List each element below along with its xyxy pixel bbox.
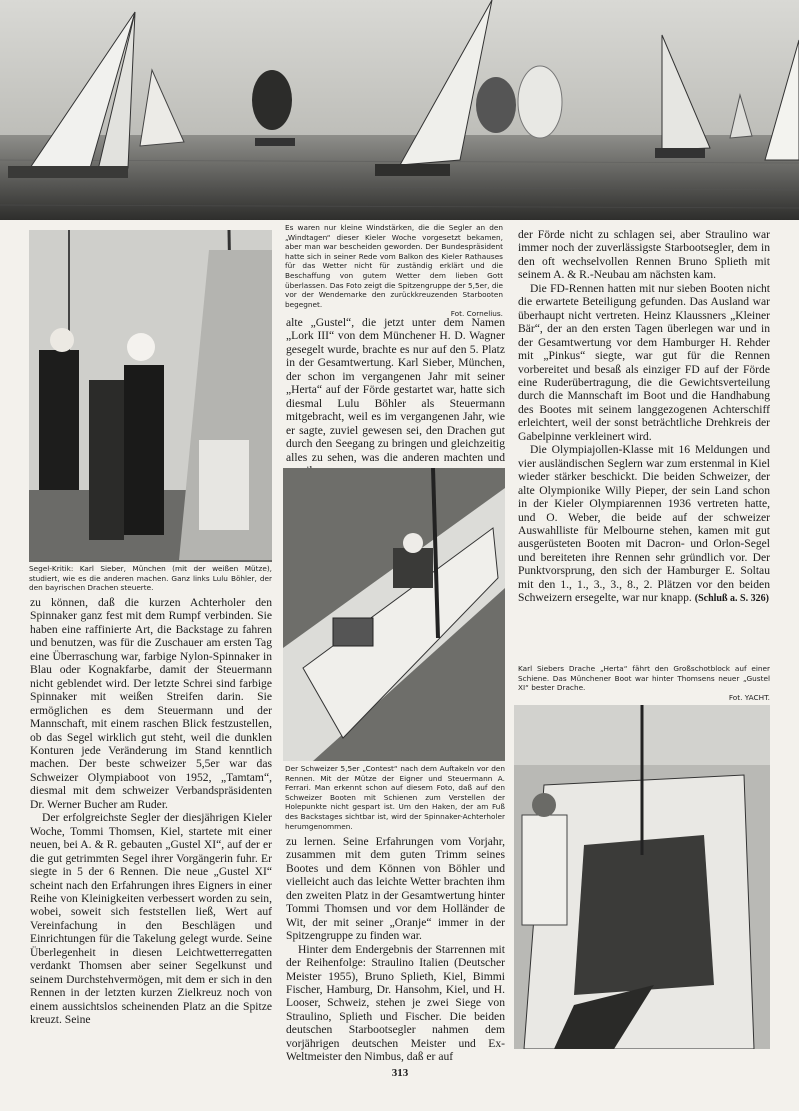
top-photo-caption — [285, 223, 503, 319]
top-caption-text: Es waren nur kleine Windstärken, die die Segler an den „Windtagen“ dieser Kieler Woche vorgesetzt bekamen, aber man war bescheiden geworden. Der Bundespräsident hatte sich in seiner Rede vom Balkon des Kieler Rathauses für das Wetter nicht für zuständig erklärt und die Beschaffung von gutem Wetter dem lieben Gott überlassen. Das Foto zeigt die Spitzengruppe der 5,5er, die vor der Wendemarke den zurückkreuzenden Starbooten begegnet. — [285, 223, 503, 309]
middle-photo-caption: Der Schweizer 5,5er „Contest“ nach dem Auftakeln vor den Rennen. Mit der Mütze der Eigner und Steuermann A. Ferrari. Man erkennt schon auf diesem Foto, daß auf den Schweizer Booten mit Schienen zum Verstellen der Holepunkte nicht gespart ist. Um den Haken, der am Fuß des Backstages sichtbar ist, wird der Spinnaker-Achterholer herumgenommen. — [285, 764, 505, 831]
top-caption-credit: Fot. Cornelius. — [450, 309, 503, 319]
sailors-dock-photo — [29, 230, 272, 562]
left-column-text — [30, 596, 272, 1027]
right-paragraph — [518, 443, 770, 605]
herta-dragon-boat-photo — [514, 705, 770, 1049]
right-caption-credit: Fot. YACHT. — [728, 692, 770, 702]
right-column-text — [518, 228, 770, 606]
regatta-panorama-photo — [0, 0, 799, 220]
left-paragraph: zu können, daß die kurzen Achterholer den Spinnaker ganz fest mit dem Rumpf verbinden. Sie haben eine raffinierte Art, die Backstage zu fahren und benutzen, was für die Zuschauer am ersten Tag eine Überraschung war, farbige Nylon-Spinnaker in Blau oder Kognakfarbe, damit der Steuermann nicht geblendet wird. Der letzte Schrei sind farbige Spinnaker mit weißen Streifen darin. Sie ermöglichen es dem Steuermann und der Mannschaft, mit einem raschen Blick festzustellen, ob das Segel wirklich gut steht, weil die dunklen Konturen jede Veränderung im Stand kenntlich machen. Der beste schweizer 5,5er war das Schweizer Olympiaboot von 1952, „Tamtam“, diesmal mit dem schweizer Verbandspräsidenten Dr. Werner Bucher am Ruder. — [30, 596, 272, 811]
page-number: 313 — [391, 1067, 409, 1079]
right-caption-text: Karl Siebers Drache „Herta“ fährt den Großschotblock auf einer Schiene. Das Münchener Boot war hinter Thomsens neuer „Gustel XI“ bester Drache. — [518, 664, 770, 693]
middle-paragraph: zu lernen. Seine Erfahrungen vom Vorjahr, zusammen mit dem guten Trimm seines Bootes und dem Können von Böhler und vielleicht auch das leichte Wetter brachten ihm den zweiten Platz in der Gesamtwertung hinter Tommi Thomsen und vor dem Holländer de Wit, der mit seiner „Oranje“ immer in der Spitzengruppe zu finden war. — [286, 835, 505, 943]
middle-column-bottom-text — [286, 835, 505, 1064]
right-paragraph: der Förde nicht zu schlagen sei, aber Straulino war immer noch der zuverlässigste Starbootsegler, dem in den oft wechselvollen Rennen Bruno Splieth mit seinem A. & R.-Neubau am nächsten kam. — [518, 228, 770, 282]
middle-column-top-text — [286, 316, 505, 477]
right-paragraph-text: Die Olympiajollen-Klasse mit 16 Meldungen und vier ausländischen Seglern war zum erstenmal in Kiel wieder stärker beschickt. Die beiden Schweizer, der alte Olympionike Willy Pieper, der sein Land schon in der Kieler Olympiarennen 1936 vertreten hatte, und O. Weber, die beide auf der schweizer Auswahlliste für Melbourne stehen, kamen mit gut ausgerüsteten Booten mit Dacron- und Orlon-Segel und bereiteten ihre Rennen sehr gründlich vor. Der Punktvorsprung, den sich der Hamburger E. Soltau mit den 1., 1., 3., 3., 8., 2. Plätzen vor den beiden Schweizern ersegelte, war nur knapp. — [518, 443, 770, 605]
middle-paragraph: Hinter dem Endergebnis der Starrennen mit der Reihenfolge: Straulino Italien (Deutscher Meister 1955), Bruno Splieth, Kiel, Bimmi Fischer, Hamburg, Dr. Hansohm, Kiel, und H. Looser, Schweiz, stehen je zwei Siege von Straulino, Splieth und Fischer. Die beiden deutschen Starbootsegler nahmen dem vorjährigen deutschen Meister und Ex-Weltmeister den Nimbus, daß er auf — [286, 942, 505, 1064]
right-paragraph: Die FD-Rennen hatten mit nur sieben Booten nicht die erwartete Beteiligung gefunden. Das Ausland war überhaupt nicht vertreten. Heinz Klaussners „Kleiner Bär“, der an den ersten Tagen überlegen war und in der Gesamtwertung vor dem Hamburger H. Rehder mit „Pinkus“ siegte, war gut für die Rennen vorbereitet und besaß als einziger FD auf der Förde eine Ruderübertragung, die die Gewichtsverteilung durch die Mannschaft im Boot und die Handhabung des Bootes mit seinem langgezogenen Achterschiff erleichtert, weil der sonst beträchtliche Drehkreis der Gabelpinne verkleinert wird. — [518, 281, 770, 443]
left-photo-caption: Segel-Kritik: Karl Sieber, München (mit der weißen Mütze), studiert, wie es die anderen machen. Ganz links Lulu Böhler, der den bayrischen Drachen steuerte. — [29, 564, 272, 593]
left-paragraph: Der erfolgreichste Segler der diesjährigen Kieler Woche, Tommi Thomsen, Kiel, startete mit einer neuen, bei A. & R. gebauten „Gustel XI“, auf der er die gut getrimmten Segel ihrer Vorgängerin fuhr. Er siegte in 5 der 6 Rennen. Die neue „Gustel XI“ scheint nach den Erfahrungen ihres Eigners in einer Reihe von Kleinigkeiten verbessert worden zu sein, wobei, soweit sich feststellen ließ, Wert auf Vereinfachung in den Beschlägen und Einrichtungen für die Takelung gelegt wurde. Seine Überlegenheit in diesen Leichtwetterregatten verdankt Thomsen aber seiner Segelkunst und seinem Durchstehvermögen, mit dem er sich in den Rennen in der letzten kurzen Zielkreuz noch von einem aussichtslos scheinenden Platz an die Spitze kreuzt. Seine — [30, 811, 272, 1027]
right-photo-caption — [518, 664, 770, 702]
continuation-note: (Schluß a. S. 326) — [694, 593, 769, 605]
middle-paragraph: alte „Gustel“, die jetzt unter dem Namen „Lork III“ von dem Münchener H. D. Wagner gesegelt wurde, brachte es nur auf den 5. Platz in der Gesamtwertung. Karl Sieber, München, der schon im vergangenen Jahr mit seiner „Herta“ auf der Förde gestartet war, hatte sich diesmal Lulu Böhler als Steuermann mitgebracht, weil es im vergangenen Jahr, wie er sagte, zuviel gewesen sei, den Drachen gut durch den Seegang zu bringen und gleichzeitig alles zu sehen, was die anderen machten und — [286, 316, 505, 464]
contest-boat-photo — [283, 468, 505, 761]
